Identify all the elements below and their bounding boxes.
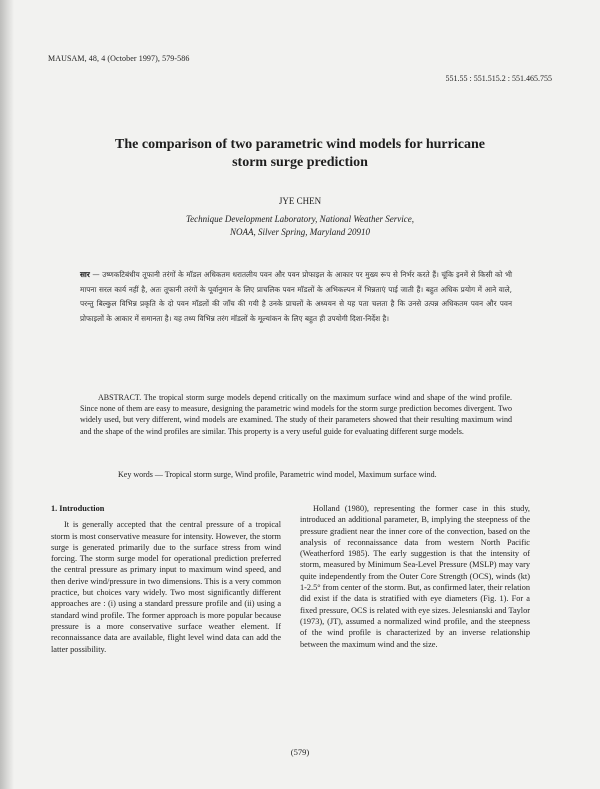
title-line-2: storm surge prediction (232, 155, 368, 170)
title-line-1: The comparison of two parametric wind models for hurricane (115, 137, 485, 152)
hindi-abstract-text: — उष्णकटिबंधीय तूफानी तरंगों के मॉडल अधिकतम धरातलीय पवन और पवन प्रोफाइल के आकार पर मुख्य रूप से निर्भर करते हैं। चूंकि इनमें से किसी को भी मापना सरल कार्य नहीं है, अतः तूफानी तरंगों के पूर्वानुमान के लिए प्राचलिक पवन मॉडलों के अभिकल्पन में भिन्नताएं पाई जाती हैं। बहुत अधिक प्रयोग में आने वाले, परन्तु बिल्कुल विभिन्न प्रकृति के दो पवन मॉडलों की जाँच की गयी है उनके प्राचलों के अध्ययन से यह पता चलता है कि उनसे उत्पन्न अधिकतम पवन और पवन प्रोफाइलों के आकार में समानता है। यह तथ्य विभिन्न तरंग मॉडलों के मूल्यांकन के लिए बहुत ही उपयोगी दिशा-निर्देश है। (80, 270, 512, 323)
hindi-abstract (80, 268, 512, 326)
author-affiliation (0, 213, 600, 239)
udc-classification: 551.55 : 551.515.2 : 551.465.755 (445, 74, 552, 83)
english-abstract: ABSTRACT. The tropical storm surge models depend critically on the maximum surface wind and shape of the wind profile. Since none of them are easy to measure, designing the parametric wind models for the storm surge prediction becomes divergent. Two widely used, but very different, wind models are examined. The study of their parameters showed that their resulting maximum wind and the shape of the wind profiles are similar. This property is a very useful guide for evaluating different surge models. (80, 393, 512, 436)
affiliation-line-1: Technique Development Laboratory, National Weather Service, (185, 214, 415, 224)
scan-edge-shadow (0, 0, 14, 789)
paper-title (0, 136, 600, 172)
keywords (118, 470, 498, 481)
left-column (51, 503, 281, 655)
affiliation-line-2: NOAA, Silver Spring, Maryland 20910 (230, 227, 370, 237)
keywords-text: Tropical storm surge, Wind profile, Parametric wind model, Maximum surface wind. (164, 470, 437, 479)
section-heading: 1. Introduction (51, 504, 105, 513)
journal-reference: MAUSAM, 48, 4 (October 1997), 579-586 (48, 54, 190, 63)
author-name: JYE CHEN (278, 196, 322, 206)
introduction-paragraph-right: Holland (1980), representing the former case in this study, introduced an additional parameter, B, implying the steepness of the pressure gradient near the inner core of the convection, based on the analysis of reconnaissance data from western North Pacific (Weatherford 1985). The early suggestion is that the intensity of storm, measured by Minimum Sea-Level Pressure (MSLP) may vary quite independently from the Outer Core Strength (OCS), winds (kt) 1-2.5° from center of the storm. But, as confirmed later, their relation did exist if the data is stratified with eye diameters (Fig. 1). For a fixed pressure, OCS is related with eye sizes. Jelesnianski and Taylor (1973), (JT), assumed a normalized wind profile, and the steepness of the wind profile is characterized by an inverse relationship between the maximum wind and the size. (300, 504, 530, 649)
keywords-label: Key words — (118, 470, 163, 479)
introduction-paragraph-left: It is generally accepted that the central pressure of a tropical storm is most conservative measure for intensity. However, the storm surge is generated primarily due to the surface stress from wind forcing. The storm surge model for operational prediction preferred the central pressure as primary input to maximum wind speed, and then derive wind/pressure in two dimensions. This is a very common practice, but choices vary widely. Two most significantly different approaches are : (i) using a standard pressure profile and (ii) using a standard wind profile. The former approach is more popular because pressure is a more conservative surface weather element. If reconnaissance data are available, flight level wind data can add the latter possibility. (51, 520, 281, 654)
right-column (300, 503, 530, 650)
page-number: (579) (290, 747, 310, 757)
hindi-abstract-label: सार (80, 270, 90, 279)
